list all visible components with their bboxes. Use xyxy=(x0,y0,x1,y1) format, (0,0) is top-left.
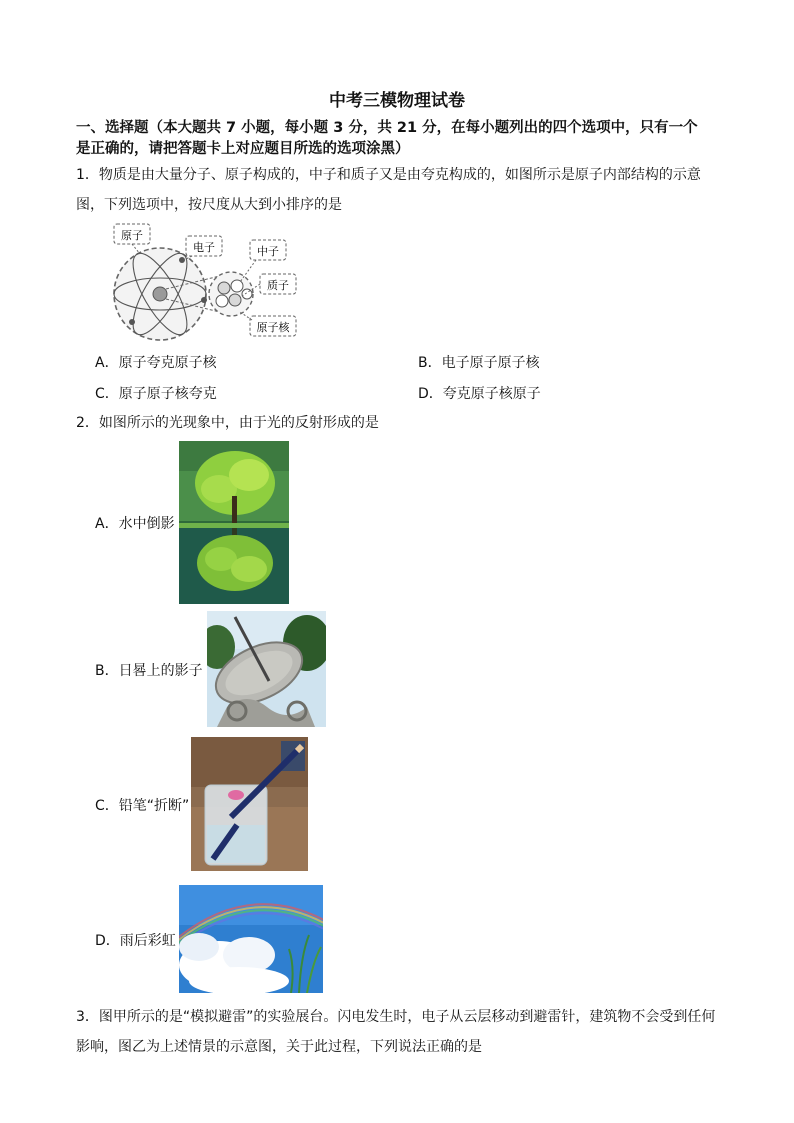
option-d[interactable]: D．夸克原子核原子 xyxy=(418,386,541,402)
label-neutron: 中子 xyxy=(257,245,279,258)
question-3-text-line1: 图甲所示的是“模拟避雷”的实验展台。闪电发生时，电子从云层移动到避雷针，建筑物不会受到任何 xyxy=(98,1009,716,1025)
section-header xyxy=(76,118,756,160)
rainbow-image xyxy=(179,885,323,993)
proton-ball xyxy=(218,282,230,294)
section-header-line2: 是正确的，请把答题卡上对应题目所选的选项涂黑） xyxy=(76,141,410,157)
neutron-ball xyxy=(216,295,228,307)
question-1 xyxy=(76,160,756,220)
option-a[interactable]: A．原子夸克原子核 xyxy=(95,355,217,371)
label-atom: 原子 xyxy=(121,229,143,242)
option-b[interactable]: B．电子原子原子核 xyxy=(418,355,540,371)
label-electron: 电子 xyxy=(193,241,215,254)
label-nucleus: 原子核 xyxy=(256,321,290,334)
question-number: 1． xyxy=(76,167,99,183)
electron-dot xyxy=(129,319,135,325)
tree-reflection-image xyxy=(179,441,289,604)
proton-ball xyxy=(229,294,241,306)
question-2-text: 如图所示的光现象中，由于光的反射形成的是 xyxy=(98,415,379,431)
page-title: 中考三模物理试卷 xyxy=(329,91,465,111)
neutron-ball xyxy=(231,280,243,292)
pencil-in-water-image xyxy=(191,737,308,871)
question-1-text-line2: 图，下列选项中，按尺度从大到小排序的是 xyxy=(76,197,342,213)
nucleus-dot xyxy=(153,287,167,301)
electron-dot xyxy=(201,297,207,303)
option-d[interactable]: D．雨后彩虹 xyxy=(95,933,176,949)
question-3-text-line2: 影响，图乙为上述情景的示意图，关于此过程，下列说法正确的是 xyxy=(76,1039,482,1055)
atom-structure-diagram xyxy=(100,222,305,342)
section-header-line1: 一、选择题（本大题共 7 小题，每小题 3 分，共 21 分，在每小题列出的四个选项中，只有一个 xyxy=(76,120,698,136)
option-b[interactable]: B．日晷上的影子 xyxy=(95,663,203,679)
sundial-image xyxy=(207,611,326,727)
question-2 xyxy=(76,408,756,438)
question-3 xyxy=(76,1002,756,1062)
label-proton: 质子 xyxy=(267,279,289,292)
option-c[interactable]: C．原子原子核夸克 xyxy=(95,386,217,402)
question-number: 2． xyxy=(76,415,99,431)
question-1-text-line1: 物质是由大量分子、原子构成的，中子和质子又是由夸克构成的，如图所示是原子内部结构的示意 xyxy=(98,167,701,183)
neutron-ball xyxy=(242,289,252,299)
question-number: 3． xyxy=(76,1009,99,1025)
option-c[interactable]: C．铅笔“折断” xyxy=(95,798,190,814)
option-a[interactable]: A．水中倒影 xyxy=(95,516,175,532)
